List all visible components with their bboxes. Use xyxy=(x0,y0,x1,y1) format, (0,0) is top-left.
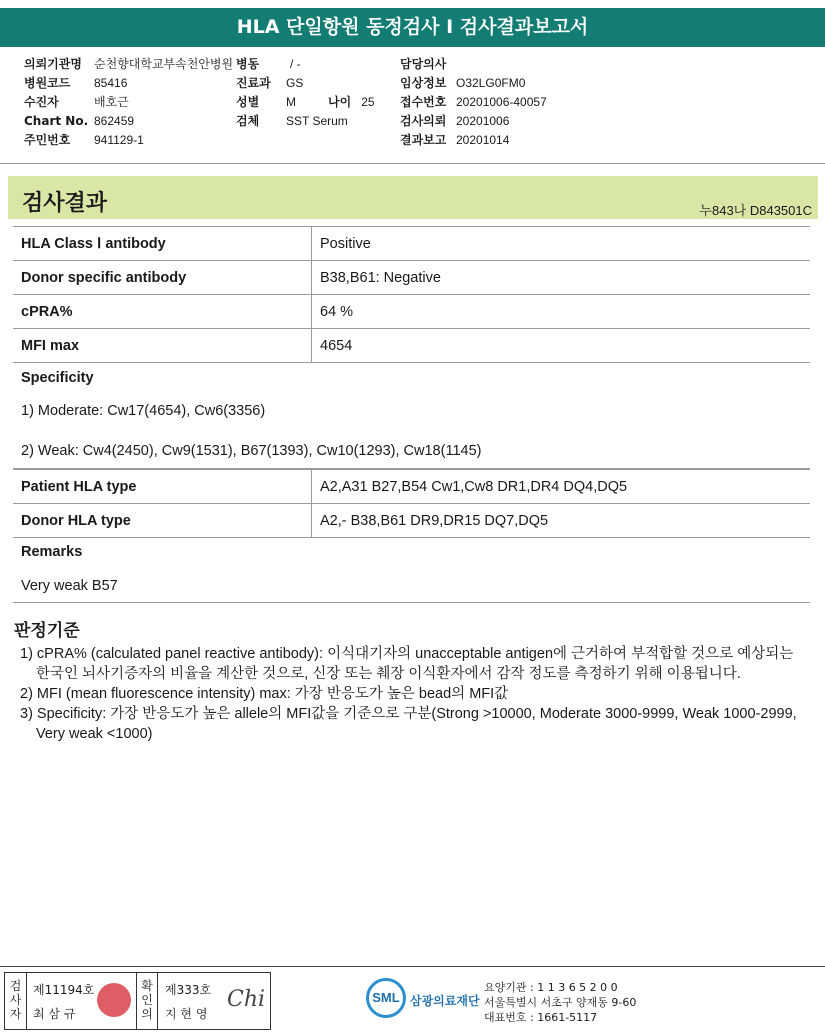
specificity-title: Specificity xyxy=(21,370,94,386)
result-value: 4654 xyxy=(312,329,811,363)
report-date-label: 결과보고 xyxy=(400,133,447,147)
resident-no-value: 941129-1 xyxy=(94,133,144,147)
result-label: Donor HLA type xyxy=(13,504,312,538)
request-date-label: 검사의뢰 xyxy=(400,114,447,128)
criteria-title: 판정기준 xyxy=(14,621,80,641)
criteria-list xyxy=(20,644,810,744)
sex-value: M xyxy=(286,95,296,109)
confirmer-label: 확인의 xyxy=(136,973,158,1029)
department-label: 진료과 xyxy=(236,76,271,90)
remarks-text: Very weak B57 xyxy=(21,578,118,594)
age-value: 25 xyxy=(361,95,375,109)
table-row xyxy=(13,504,810,538)
hospital-code-value: 85416 xyxy=(94,76,128,90)
seal-stamp-icon xyxy=(97,983,131,1017)
org-info-line: 요양기관 : 1 1 3 6 5 2 0 0 xyxy=(484,981,618,994)
report-title: HLA 단일항원 동정검사 I 검사결과보고서 xyxy=(0,8,825,47)
ward-value: / - xyxy=(290,57,301,71)
result-label: MFI max xyxy=(13,329,312,363)
report-date-value: 20201014 xyxy=(456,133,510,147)
signature: Chi xyxy=(227,987,266,1012)
signature-box xyxy=(4,972,271,1030)
specimen-label: 검체 xyxy=(236,114,260,128)
result-value: 64 % xyxy=(312,295,811,329)
results-header xyxy=(8,176,818,219)
receipt-no-value: 20201006-40057 xyxy=(456,95,547,109)
resident-no-label: 주민번호 xyxy=(24,133,71,147)
specimen-value: SST Serum xyxy=(286,114,348,128)
footer-divider xyxy=(0,966,825,967)
ward-label: 병동 xyxy=(236,57,260,71)
age-label: 나이 xyxy=(328,95,352,109)
table-row xyxy=(13,227,810,261)
sml-logo-icon: SML xyxy=(366,978,406,1018)
doctor-label: 담당의사 xyxy=(400,57,447,71)
table-row xyxy=(13,470,810,504)
result-label: Donor specific antibody xyxy=(13,261,312,295)
examiner-license: 제11194호 xyxy=(33,983,95,997)
table-row xyxy=(13,295,810,329)
clinical-info-value: O32LG0FM0 xyxy=(456,76,526,90)
institution-label: 의뢰기관명 xyxy=(24,57,82,71)
institution-value: 순천향대학교부속천안병원 xyxy=(94,57,234,71)
criteria-item: 2) MFI (mean fluorescence intensity) max: 가장 반응도가 높은 bead의 MFI값 xyxy=(20,686,509,702)
department-value: GS xyxy=(286,76,304,90)
remarks-title: Remarks xyxy=(21,544,83,560)
specificity-line: 1) Moderate: Cw17(4654), Cw6(3356) xyxy=(21,403,266,419)
result-value: A2,- B38,B61 DR9,DR15 DQ7,DQ5 xyxy=(312,504,811,538)
results-table-mid xyxy=(13,469,810,538)
sex-label: 성별 xyxy=(236,95,260,109)
results-title: 검사결과 xyxy=(22,191,108,216)
receipt-no-label: 접수번호 xyxy=(400,95,447,109)
table-row xyxy=(13,261,810,295)
examiner-name: 최 삼 규 xyxy=(33,1007,76,1021)
confirmer-name: 지 현 영 xyxy=(165,1007,208,1021)
name-value: 배호근 xyxy=(94,95,129,109)
specificity-section xyxy=(13,361,810,469)
result-value: B38,B61: Negative xyxy=(312,261,811,295)
chart-no-value: 862459 xyxy=(94,114,135,128)
header-divider xyxy=(0,163,825,164)
result-label: Patient HLA type xyxy=(13,470,312,504)
result-label: HLA Class Ⅰ antibody xyxy=(13,227,312,261)
org-info-line: 서울특별시 서초구 양재동 9-60 xyxy=(484,996,637,1009)
criteria-item: 1) cPRA% (calculated panel reactive antibody): 이식대기자의 unacceptable antigen에 근거하여 부적합할 것으로 예상되는 한국인 뇌사기증자의 비율을 계산한 것으로, 신장 또는 췌장 이식환자에서 감작 정도를 측정하기 위해 이용됩니다. xyxy=(20,646,794,682)
patient-info-col3 xyxy=(400,55,547,150)
criteria-item: 3) Specificity: 가장 반응도가 높은 allele의 MFI값을 기준으로 구분(Strong >10000, Moderate 3000-9999, Weak 1000-2999, Very weak <1000) xyxy=(20,706,797,742)
patient-info-col2 xyxy=(236,55,375,131)
name-label: 수진자 xyxy=(24,95,59,109)
org-name: 삼광의료재단 xyxy=(410,994,480,1008)
hospital-code-label: 병원코드 xyxy=(24,76,71,90)
clinical-info-label: 임상정보 xyxy=(400,76,447,90)
org-info xyxy=(484,980,636,1025)
table-row xyxy=(13,329,810,363)
examiner-label: 검사자 xyxy=(5,973,27,1029)
request-date-value: 20201006 xyxy=(456,114,510,128)
result-label: cPRA% xyxy=(13,295,312,329)
result-value: Positive xyxy=(312,227,811,261)
chart-no-label: Chart No. xyxy=(24,114,89,128)
result-value: A2,A31 B27,B54 Cw1,Cw8 DR1,DR4 DQ4,DQ5 xyxy=(312,470,811,504)
confirmer-license: 제333호 xyxy=(165,983,212,997)
results-table-top xyxy=(13,226,810,363)
org-info-line: 대표번호 : 1661-5117 xyxy=(484,1011,598,1024)
patient-info-col1 xyxy=(24,55,233,150)
remarks-section xyxy=(13,536,810,603)
specificity-line: 2) Weak: Cw4(2450), Cw9(1531), B67(1393), Cw10(1293), Cw18(1145) xyxy=(21,443,482,459)
results-code: 누843나 D843501C xyxy=(699,203,812,218)
